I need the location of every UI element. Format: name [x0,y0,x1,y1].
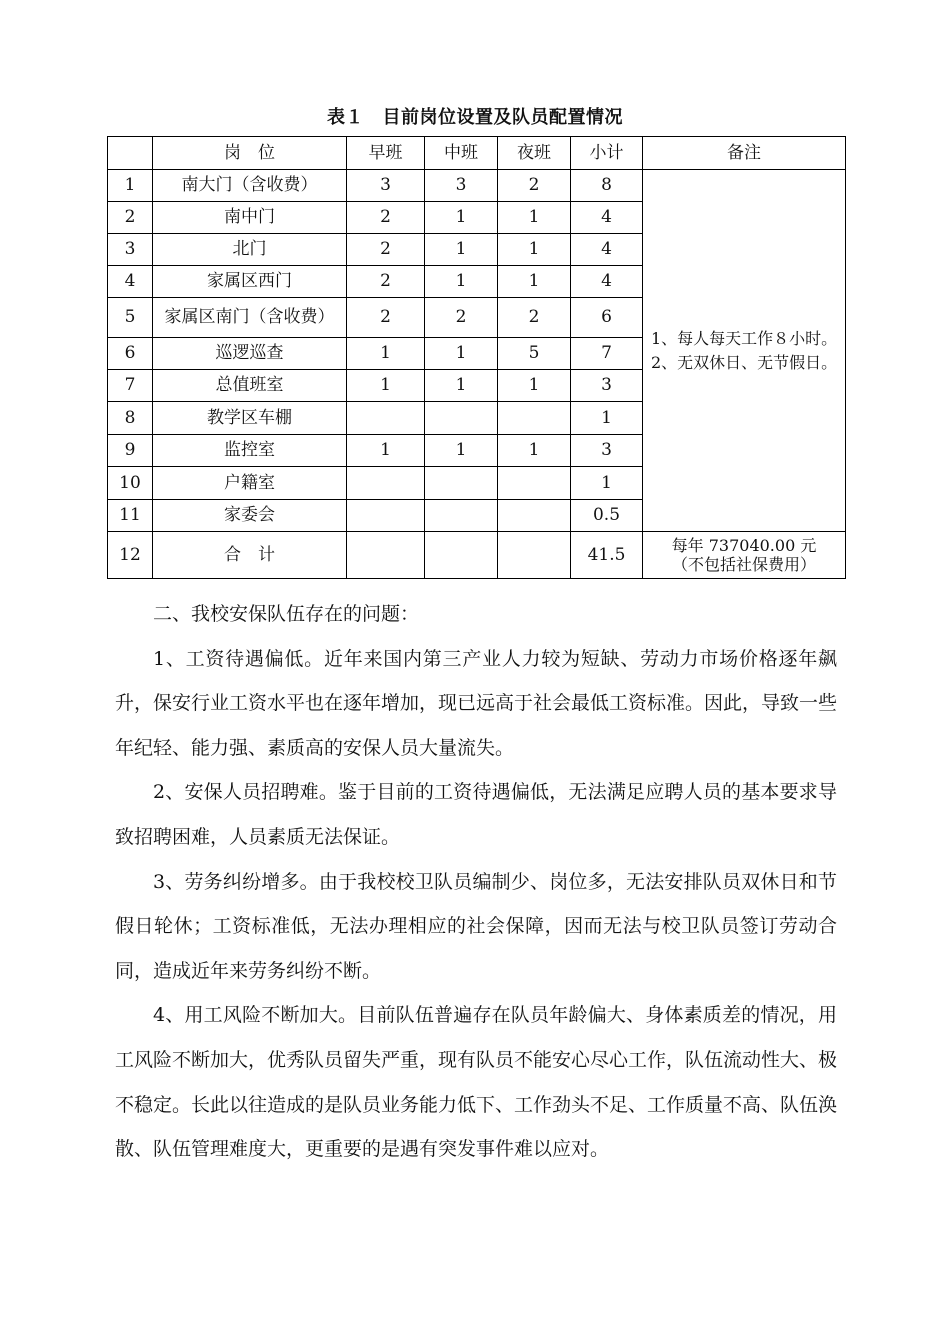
total-no-cell: 12 [108,532,153,579]
mid-shift-cell: 1 [425,266,498,298]
post-name-cell: 家属区南门（含收费） [153,298,347,338]
night-shift-cell: 2 [498,170,571,202]
row-no-cell: 1 [108,170,153,202]
post-name-cell: 总值班室 [153,370,347,402]
header-cell-no [108,137,153,170]
mid-shift-cell: 1 [425,338,498,370]
night-shift-cell: 1 [498,202,571,234]
post-name-cell: 南大门（含收费） [153,170,347,202]
early-shift-cell [347,500,425,532]
total-note-cell [643,532,846,579]
post-name-cell: 家属区西门 [153,266,347,298]
mid-shift-cell [425,467,498,500]
row-no-cell: 11 [108,500,153,532]
subtotal-cell: 6 [571,298,643,338]
mid-shift-cell: 3 [425,170,498,202]
early-shift-cell: 1 [347,338,425,370]
header-cell-post: 岗 位 [153,137,347,170]
header-cell-note: 备注 [643,137,846,170]
header-cell-mid: 中班 [425,137,498,170]
night-shift-cell [498,467,571,500]
remark-line: 2、无双休日、无节假日。 [651,352,838,372]
mid-shift-cell: 1 [425,370,498,402]
early-shift-cell: 2 [347,234,425,266]
row-no-cell: 8 [108,402,153,435]
header-cell-night: 夜班 [498,137,571,170]
post-name-cell: 北门 [153,234,347,266]
mid-shift-cell [425,402,498,435]
header-cell-early: 早班 [347,137,425,170]
post-name-cell: 户籍室 [153,467,347,500]
subtotal-cell: 4 [571,234,643,266]
row-no-cell: 3 [108,234,153,266]
row-no-cell: 2 [108,202,153,234]
paragraph-4: 4、用工风险不断加大。目前队伍普遍存在队员年龄偏大、身体素质差的情况，用工风险不断加大，优秀队员留失严重，现有队员不能安心尽心工作，队伍流动性大、极不稳定。长此以往造成的是队员业务能力低下、工作劲头不足、工作质量不高、队伍涣散、队伍管理难度大，更重要的是遇有突发事件难以应对。 [115,1004,838,1161]
night-shift-cell: 5 [498,338,571,370]
mid-shift-cell: 2 [425,298,498,338]
row-no-cell: 10 [108,467,153,500]
post-name-cell: 巡逻巡查 [153,338,347,370]
subtotal-cell: 3 [571,370,643,402]
early-shift-cell: 3 [347,170,425,202]
early-shift-cell: 1 [347,370,425,402]
table-caption: 表１ 目前岗位设置及队员配置情况 [327,107,623,128]
early-shift-cell: 2 [347,298,425,338]
early-shift-cell [347,402,425,435]
total-subtotal-cell: 41.5 [571,532,643,579]
subtotal-cell: 1 [571,467,643,500]
night-shift-cell: 1 [498,234,571,266]
table-header-row [108,137,846,170]
paragraph-3: 3、劳务纠纷增多。由于我校校卫队员编制少、岗位多，无法安排队员双休日和节假日轮休；工资标准低，无法办理相应的社会保障，因而无法与校卫队员签订劳动合同，造成近年来劳务纠纷不断。 [115,870,837,982]
row-no-cell: 4 [108,266,153,298]
subtotal-cell: 4 [571,202,643,234]
header-cell-subtotal: 小计 [571,137,643,170]
mid-shift-cell: 1 [425,435,498,467]
early-shift-cell: 2 [347,202,425,234]
remarks-cell [643,170,846,532]
total-row [108,532,846,579]
night-shift-cell [498,402,571,435]
subtotal-cell: 4 [571,266,643,298]
post-name-cell: 教学区车棚 [153,402,347,435]
total-early-cell [347,532,425,579]
paragraph-1: 1、工资待遇偏低。近年来国内第三产业人力较为短缺、劳动力市场价格逐年飙升，保安行业工资水平也在逐年增加，现已远高于社会最低工资标准。因此，导致一些年纪轻、能力强、素质高的安保人员大量流失。 [115,647,838,759]
subtotal-cell: 7 [571,338,643,370]
remark-line: 1、每人每天工作８小时。 [651,328,838,348]
night-shift-cell: 1 [498,370,571,402]
subtotal-cell: 0.5 [571,500,643,532]
total-night-cell [498,532,571,579]
total-mid-cell [425,532,498,579]
early-shift-cell: 1 [347,435,425,467]
total-label-cell: 合 计 [153,532,347,579]
body-text [115,592,837,1172]
post-name-cell: 监控室 [153,435,347,467]
night-shift-cell [498,500,571,532]
mid-shift-cell: 1 [425,234,498,266]
subtotal-cell: 1 [571,402,643,435]
mid-shift-cell: 1 [425,202,498,234]
row-no-cell: 7 [108,370,153,402]
staffing-table [107,136,846,579]
paragraph-2: 2、安保人员招聘难。鉴于目前的工资待遇偏低，无法满足应聘人员的基本要求导致招聘困难，人员素质无法保证。 [115,781,837,848]
mid-shift-cell [425,500,498,532]
night-shift-cell: 1 [498,435,571,467]
section-heading: 二、我校安保队伍存在的问题： [153,603,420,625]
row-no-cell: 9 [108,435,153,467]
total-note-line: （不包括社保费用） [671,555,816,574]
post-name-cell: 家委会 [153,500,347,532]
post-name-cell: 南中门 [153,202,347,234]
total-note-line: 每年 737040.00 元 [671,535,817,555]
night-shift-cell: 2 [498,298,571,338]
night-shift-cell: 1 [498,266,571,298]
table-row [108,170,846,202]
subtotal-cell: 8 [571,170,643,202]
row-no-cell: 5 [108,298,153,338]
row-no-cell: 6 [108,338,153,370]
early-shift-cell [347,467,425,500]
subtotal-cell: 3 [571,435,643,467]
early-shift-cell: 2 [347,266,425,298]
